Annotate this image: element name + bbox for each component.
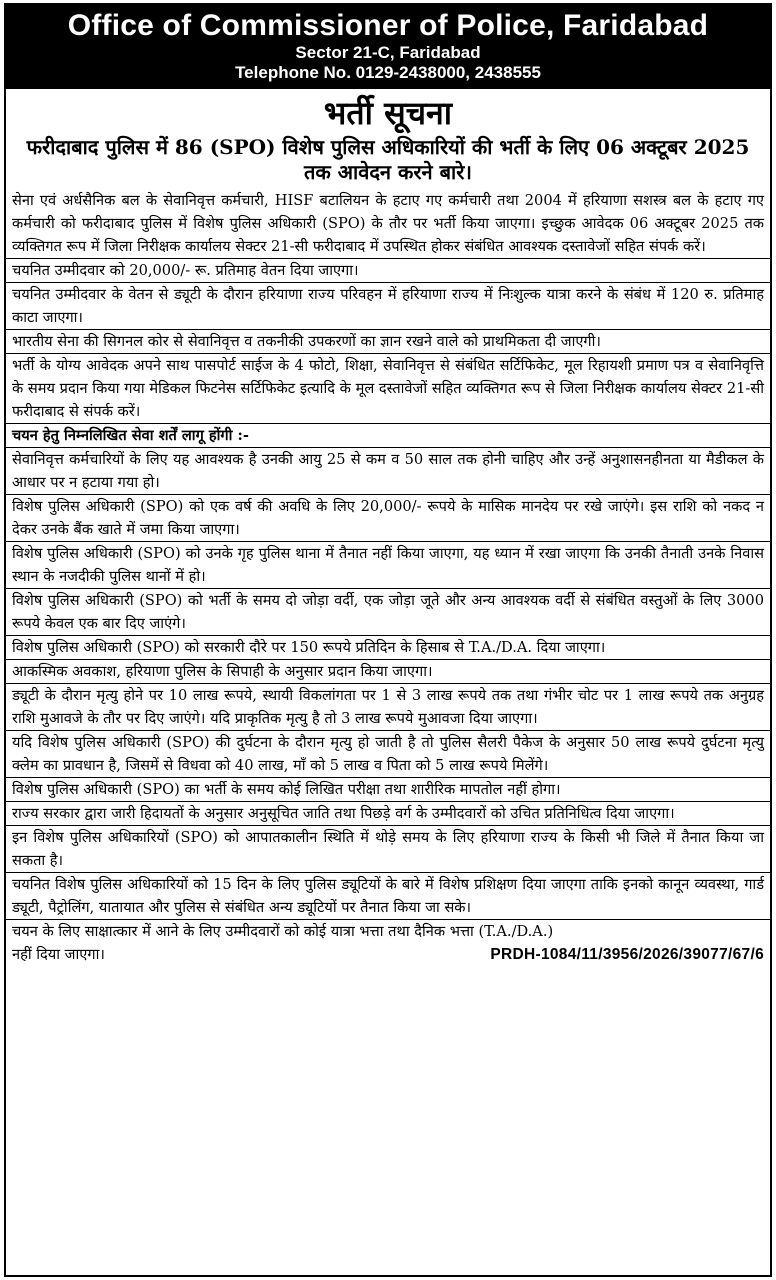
conditions-heading: चयन हेतु निम्नलिखित सेवा शर्तें लागू होंगी :- xyxy=(6,423,770,447)
final-line-1: चयन के लिए साक्षात्कार में आने के लिए उम्मीदवारों को कोई यात्रा भत्ता तथा दैनिक भत्ता (T.A./D.A.) xyxy=(12,923,554,940)
office-telephone: Telephone No. 0129-2438000, 2438555 xyxy=(235,63,541,82)
final-paragraph xyxy=(6,919,770,966)
notice-heading: भर्ती सूचना xyxy=(323,94,453,132)
condition-item: आकस्मिक अवकाश, हरियाणा पुलिस के सिपाही के अनुसार प्रदान किया जाएगा। xyxy=(6,659,770,683)
header-banner xyxy=(6,5,770,89)
notice-subheading: फरीदाबाद पुलिस में 86 (SPO) विशेष पुलिस अधिकारियों की भर्ती के लिए 06 अक्टूबर 2025 तक आवेदन करने बारे। xyxy=(26,135,750,184)
condition-item: चयनित विशेष पुलिस अधिकारियों को 15 दिन के लिए पुलिस ड्यूटियों के बारे में विशेष प्रशिक्षण दिया जाएगा ताकि इनको कानून व्यवस्था, गार्ड ड्यूटी, पैट्रोलिंग, यातायात और पुलिस से संबंधित अन्य ड्यूटियों पर तैनात किया जा सके। xyxy=(6,872,770,919)
transport-deduction-paragraph: चयनित उम्मीदवार के वेतन से ड्यूटी के दौरान हरियाणा राज्य परिवहन में हरियाणा राज्य में निःशुल्क यात्रा करने के संबंध में 120 रु. प्रतिमाह काटा जाएगा। xyxy=(6,282,770,329)
condition-item: ड्यूटी के दौरान मृत्यु होने पर 10 लाख रूपये, स्थायी विकलांगता पर 1 से 3 लाख रूपये तक तथा गंभीर चोट पर 1 लाख रूपये तक अनुग्रह राशि मुआवजे के तौर पर दिए जाएंगे। यदि प्राकृतिक मृत्यु है तो 3 लाख रूपये मुआवजा दिया जाएगा। xyxy=(6,683,770,730)
condition-item: विशेष पुलिस अधिकारी (SPO) को भर्ती के समय दो जोड़ा वर्दी, एक जोड़ा जूते और अन्य आवश्यक वर्दी से संबंधित वस्तुओं के लिए 3000 रूपये केवल एक बार दिए जाएंगे। xyxy=(6,588,770,635)
reference-code: PRDH-1084/11/3956/2026/39077/67/6 xyxy=(490,946,764,963)
documents-paragraph: भर्ती के योग्य आवेदक अपने साथ पासपोर्ट साईज के 4 फोटो, शिक्षा, सेवानिवृत्त से संबंधित सर्टिफिकेट, मूल रिहायशी प्रमाण पत्र व सेवानिवृत्ति के समय प्रदान किया गया मेडिकल फिटनेस सर्टिफिकेट इत्यादि के मूल दस्तावेजों सहित व्यक्तिगत रूप से जिला निरीक्षक कार्यालय सेक्टर 21-सी फरीदाबाद से संपर्क करें। xyxy=(6,353,770,423)
condition-item: राज्य सरकार द्वारा जारी हिदायतों के अनुसार अनुसूचित जाति तथा पिछड़े वर्ग के उम्मीदवारों को उचित प्रतिनिधित्व दिया जाएगा। xyxy=(6,801,770,825)
condition-item: यदि विशेष पुलिस अधिकारी (SPO) की दुर्घटना के दौरान मृत्यु हो जाती है तो पुलिस सैलरी पैकेज के अनुसार 50 लाख रूपये दुर्घटना मृत्यु क्लेम का प्रावधान है, जिसमें से विधवा को 40 लाख, माँ को 5 लाख व पिता को 5 लाख रूपये मिलेंगे। xyxy=(6,730,770,777)
final-line-2: नहीं दिया जाएगा। xyxy=(12,946,105,963)
office-address: Sector 21-C, Faridabad xyxy=(295,43,481,62)
condition-item: इन विशेष पुलिस अधिकारियों (SPO) को आपातकालीन स्थिति में थोड़े समय के लिए हरियाणा राज्य के किसी भी जिले में तैनात किया जा सकता है। xyxy=(6,825,770,872)
office-title: Office of Commissioner of Police, Faridabad xyxy=(67,9,709,42)
salary-paragraph: चयनित उम्मीदवार को 20,000/- रू. प्रतिमाह वेतन दिया जाएगा। xyxy=(6,258,770,282)
final-line-row xyxy=(12,943,764,966)
condition-item: सेवानिवृत्त कर्मचारियों के लिए यह आवश्यक है उनकी आयु 25 से कम व 50 साल तक होनी चाहिए और उन्हें अनुशासनहीनता या मैडीकल के आधार पर न हटाया गया हो। xyxy=(6,447,770,494)
condition-item: विशेष पुलिस अधिकारी (SPO) को उनके गृह पुलिस थाना में तैनात नहीं किया जाएगा, यह ध्यान में रखा जाएगा कि उनकी तैनाती उनके निवास स्थान के नजदीकी पुलिस थानों में हो। xyxy=(6,541,770,588)
notice-page xyxy=(4,3,772,1277)
condition-item: विशेष पुलिस अधिकारी (SPO) को एक वर्ष की अवधि के लिए 20,000/- रूपये के मासिक मानदेय पर रखे जाएंगे। इस राशि को नकद न देकर उनके बैंक खाते में जमा किया जाएगा। xyxy=(6,494,770,541)
condition-item: विशेष पुलिस अधिकारी (SPO) को सरकारी दौरे पर 150 रूपये प्रतिदिन के हिसाब से T.A./D.A. दिया जाएगा। xyxy=(6,635,770,659)
intro-paragraph: सेना एवं अर्धसैनिक बल के सेवानिवृत्त कर्मचारी, HISF बटालियन के हटाए गए कर्मचारी तथा 2004 में हरियाणा सशस्त्र बल के हटाए गए कर्मचारी को फरीदाबाद पुलिस में विशेष पुलिस अधिकारी (SPO) के तौर पर भर्ती किया जाएगा। इच्छुक आवेदक 06 अक्टूबर 2025 तक व्यक्तिगत रूप में जिला निरीक्षक कार्यालय सेक्टर 21-सी फरीदाबाद में उपस्थित होकर संबंधित आवश्यक दस्तावेजों सहित संपर्क करें। xyxy=(12,192,764,255)
condition-item: विशेष पुलिस अधिकारी (SPO) का भर्ती के समय कोई लिखित परीक्षा तथा शारीरिक मापतोल नहीं होगा। xyxy=(6,777,770,801)
priority-paragraph: भारतीय सेना की सिगनल कोर से सेवानिवृत्त व तकनीकी उपकरणों का ज्ञान रखने वाले को प्राथमिकता दी जाएगी। xyxy=(6,329,770,353)
